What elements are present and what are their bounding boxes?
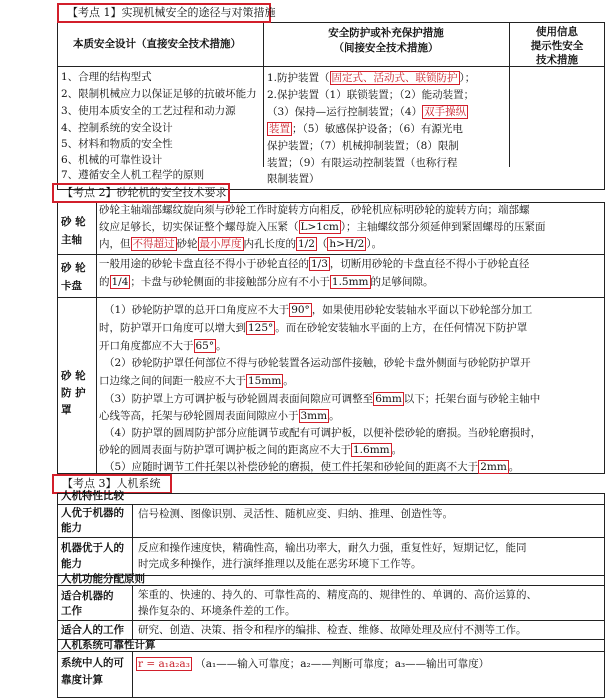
- s3-r3-line-2: 操作复杂的、环境条件差的工作。: [138, 605, 296, 617]
- s1-col2-head-1: 安全防护或补充保护措施: [328, 27, 444, 39]
- s3-r5-line: [136, 656, 489, 673]
- s1-left-item-6: 6、机械的可靠性设计: [61, 154, 163, 166]
- s2-p2-l2-box: 15mm: [248, 375, 282, 387]
- s1-m1-b: ）；: [459, 72, 476, 84]
- s3-sub-1: 人机特性比较: [61, 490, 124, 502]
- s3-label-divider-b: [132, 585, 133, 639]
- s2-p3-l2-a: 心线等高，托架与砂轮圆周表面间隙应小于: [99, 410, 299, 422]
- s2-p4-l2-a: 砂轮的圆周表面与防护罩可调护板之间的距离应不大于: [99, 444, 351, 456]
- s1-col3-head-3: 技术措施: [536, 54, 578, 66]
- s2-r1-line-1: 砂轮主轴端部螺纹旋向须与砂轮工作时旋转方向相反，砂轮机应标明砂轮的旋转方向；端部螺: [99, 204, 530, 216]
- s3-r4-label: 适合人的工作: [61, 624, 124, 636]
- s3-line-2: [57, 537, 605, 538]
- s2-p1-line-3: 开口角度都应不大于 65° 。: [99, 340, 227, 352]
- s2-r3-label-2: 防 护: [61, 387, 86, 399]
- s2-p4-l2-box: 1.6mm: [353, 444, 390, 456]
- s2-p3-l2-box: 3mm: [300, 410, 328, 422]
- s2-r1-l3-c: 内孔长度的: [243, 238, 296, 250]
- s2-p1-l1-b: ，如果使用砂轮安装轴水平面以下砂轮部分加工: [311, 304, 533, 316]
- s3-r2-label-1: 机器优于人的: [61, 542, 124, 554]
- s2-r1-l2-b: ）；主轴螺纹部分须延伸到紧固螺母的压紧面: [340, 221, 546, 233]
- s3-sub-2: 人机功能分配原则: [61, 573, 145, 585]
- s2-header: 【考点 2】砂轮机的安全技术要求: [52, 183, 230, 203]
- s2-p1-line-1: [104, 302, 532, 319]
- s1-m1-red: 固定式、活动式、联锁防护: [331, 72, 458, 84]
- s3-r5-label-1: 系统中人的可: [61, 657, 124, 669]
- s2-p4-line-2: 砂轮的圆周表面与防护罩可调护板之间的距离应不大于 1.6mm 。: [99, 444, 403, 456]
- s2-r2-l2-a: 的: [99, 276, 110, 288]
- s2-r3-label-1: 砂 轮: [61, 370, 86, 382]
- s2-p3-line-1: [104, 391, 540, 408]
- s3-r1-label-2: 能力: [61, 522, 82, 534]
- s2-p3-l1-box: 6mm: [375, 393, 402, 405]
- s1-left-item-3: 3、使用本质安全的工艺过程和动力源: [61, 105, 236, 117]
- s1-col3-head-1: 使用信息: [536, 26, 578, 38]
- s2-r2-l2-c: 的足够间隙。: [370, 276, 434, 288]
- s2-row-divider-2: [57, 297, 605, 298]
- s1-mid-line-4: [267, 121, 463, 138]
- s2-p1-l2-box: 125°: [248, 322, 274, 334]
- s3-r1-label-1: 人优于机器的: [61, 507, 124, 519]
- s1-m3-a: （3）保持—运行控制装置；（4）: [267, 106, 423, 118]
- s3-r1-text: 信号检测、图像识别、灵活性、随机应变、归纳、推理、创造性等。: [138, 508, 453, 520]
- s1-col1-head: 本质安全设计（直接安全技术措施）: [73, 38, 241, 50]
- s2-p2-l2-a: 口边缘之间的间距一般应不大于: [99, 375, 246, 387]
- s2-p1-l1-box: 90°: [291, 304, 310, 316]
- s2-p2-line-2: 口边缘之间的间距一般应不大于 15mm 。: [99, 375, 294, 387]
- s3-r3-label-1: 适合机器的: [61, 590, 114, 602]
- s2-p5-l1-a: （5）应随时调节工件托架以补偿砂轮的磨损，使工件托架和砂轮间的距离不大于: [104, 461, 479, 473]
- s2-r2-l1-b: ，切断用砂轮的卡盘直径不得小于砂轮直径: [329, 258, 530, 270]
- s2-p3-line-2: 心线等高，托架与砂轮圆周表面间隙应小于 3mm 。: [99, 410, 340, 422]
- s1-left-item-1: 1、合理的结构型式: [61, 71, 152, 83]
- s3-r5-label-2: 靠度计算: [61, 674, 103, 686]
- s3-label-divider-c: [132, 651, 133, 698]
- s2-p5-l1-box: 2mm: [480, 461, 507, 473]
- s3-r5-formula: r = a₁a₂a₃: [138, 658, 190, 670]
- s2-p5-line-1: （5）应随时调节工件托架以补偿砂轮的磨损，使工件托架和砂轮间的距离不大于 2mm 。: [104, 461, 520, 473]
- s1-m1-a: 1.防护装置（: [267, 72, 330, 84]
- s3-line-5: [57, 620, 605, 621]
- s1-left-item-7: 7、遵循安全人机工程学的原则: [61, 169, 205, 181]
- s1-mid-line-7: 限制装置）: [267, 173, 320, 185]
- s3-line-1: [57, 504, 605, 505]
- s2-p3-l1-b: 以下；托架台面与砂轮主轴中: [403, 393, 541, 405]
- s2-r1-l3-red2: 最小厚度: [199, 238, 242, 250]
- s3-r2-line-2: 时完成多种操作，进行演绎推理以及能在恶劣环境下工作等。: [138, 558, 422, 570]
- s2-r1-l2-box: L>1cm: [300, 221, 339, 233]
- s2-r1-l2-a: 纹应足够长，切实保证整个螺母旋入压紧（: [99, 221, 299, 233]
- s1-col2-head-2: （间接安全技术措施）: [333, 42, 439, 54]
- s2-r2-label-1: 砂 轮: [61, 262, 86, 274]
- s2-p1-l2-a: 时，防护罩开口角度可以增大到: [99, 322, 246, 334]
- s2-r2-label-2: 卡盘: [61, 280, 82, 292]
- s1-mid-line-2: 2.保护装置（1）联锁装置；（2）能动装置；: [267, 89, 475, 101]
- s2-r2-l2-box1: 1/4: [111, 276, 129, 288]
- s1-mid-line-3: [267, 104, 468, 121]
- s2-r2-l2-box2: 1.5mm: [331, 276, 369, 288]
- s2-p1-l3-box: 65°: [195, 340, 215, 352]
- s3-r2-label-2: 能力: [61, 558, 82, 570]
- s1-mid-line-1: [267, 70, 475, 87]
- s2-r1-l3-box2: h>H/2: [329, 238, 365, 250]
- s1-m4-b: ；（5）敏感保护设备；（6）有源光电: [292, 123, 463, 135]
- s1-mid-line-6: 装置；（9）有限运动控制装置（也称行程: [267, 157, 458, 169]
- s1-m3-red: 双手操纵: [424, 106, 467, 118]
- s2-p1-l1-a: （1）砂轮防护罩的总开口角度应不大于: [104, 304, 290, 316]
- s2-r2-l1-a: 一般用途的砂轮卡盘直径不得小于砂轮直径的: [99, 258, 309, 270]
- s2-r1-line-2: [99, 219, 546, 236]
- s3-r4-text: 研究、创造、决策、指令和程序的编排、检查、维修、故障处理及应付不测等工作。: [138, 624, 527, 636]
- s2-r2-line-1: [99, 256, 529, 273]
- s2-p1-line-2: [99, 320, 527, 337]
- s3-label-divider-a: [132, 504, 133, 575]
- s1-header: 【考点 1】实现机械安全的途径与对策措施: [57, 3, 271, 23]
- s2-r1-l3-a: 内，但: [99, 238, 131, 250]
- s2-r1-l3-b: 砂轮: [176, 238, 198, 250]
- s1-mid-line-5: 保护装置；（7）机械抑制装置；（8）限制: [267, 140, 459, 152]
- s2-r1-l3-red1: 不得超过: [132, 238, 175, 250]
- s2-p1-l2-b: 。而在砂轮安装轴水平面的上方，在任何情况下防护罩: [275, 322, 528, 334]
- s3-r2-line-1: 反应和操作速度快，精确性高，输出功率大，耐久力强，重复性好，短期记忆，能同: [138, 542, 527, 554]
- s1-m4-red: 装置: [269, 123, 290, 135]
- s2-p3-l1-a: （3）防护罩上方可调护板与砂轮圆周表面间隙应可调整至: [104, 393, 374, 405]
- s1-left-item-5: 5、材料和物质的安全性: [61, 138, 173, 150]
- s3-r3-line-1: 笨重的、快速的、持久的、可靠性高的、精度高的、规律性的、单调的、高价运算的、: [138, 589, 537, 601]
- s2-r3-label-3: 罩: [61, 404, 72, 416]
- s2-r2-l2-b: ；卡盘与砂轮侧面的非接触部分应有不小于: [130, 276, 330, 288]
- s2-r1-label-1: 砂 轮: [61, 216, 86, 228]
- s2-r1-line-3: 内，但 不得超过 砂轮 最小厚度 内孔长度的 1/2 （ h>H/2 ）。: [99, 238, 383, 250]
- s2-r1-label-2: 主轴: [61, 234, 82, 246]
- s1-left-item-2: 2、限制机械应力以保证足够的抗破坏能力: [61, 88, 257, 100]
- s2-r2-l1-box: 1/3: [311, 258, 328, 270]
- s1-left-item-4: 4、控制系统的安全设计: [61, 122, 173, 134]
- s2-row-divider-1: [57, 254, 605, 255]
- s2-label-divider: [96, 202, 97, 474]
- s3-r5-text: （a₁——输入可靠度；a₂——判断可靠度；a₃——输出可靠度）: [195, 658, 490, 670]
- s3-r3-label-2: 工作: [61, 605, 82, 617]
- s2-p2-line-1: （2）砂轮防护罩任何部位不得与砂轮装置各运动部件接触，砂轮卡盘外侧面与砂轮防护罩开: [104, 357, 531, 369]
- s2-r1-l3-box1: 1/2: [298, 238, 315, 250]
- s1-col3-head-2: 提示性安全: [530, 40, 584, 52]
- s2-r2-line-2: [99, 274, 434, 291]
- s3-sub-3: 人机系统可靠性计算: [61, 639, 156, 651]
- s3-header: 【考点 3】人机系统: [52, 474, 172, 494]
- s2-p1-l3-a: 开口角度都应不大于: [99, 340, 194, 352]
- s2-p4-line-1: （4）防护罩的圆周防护部分应能调节或配有可调护板，以便补偿砂轮的磨损。当砂轮磨损时，: [104, 427, 542, 439]
